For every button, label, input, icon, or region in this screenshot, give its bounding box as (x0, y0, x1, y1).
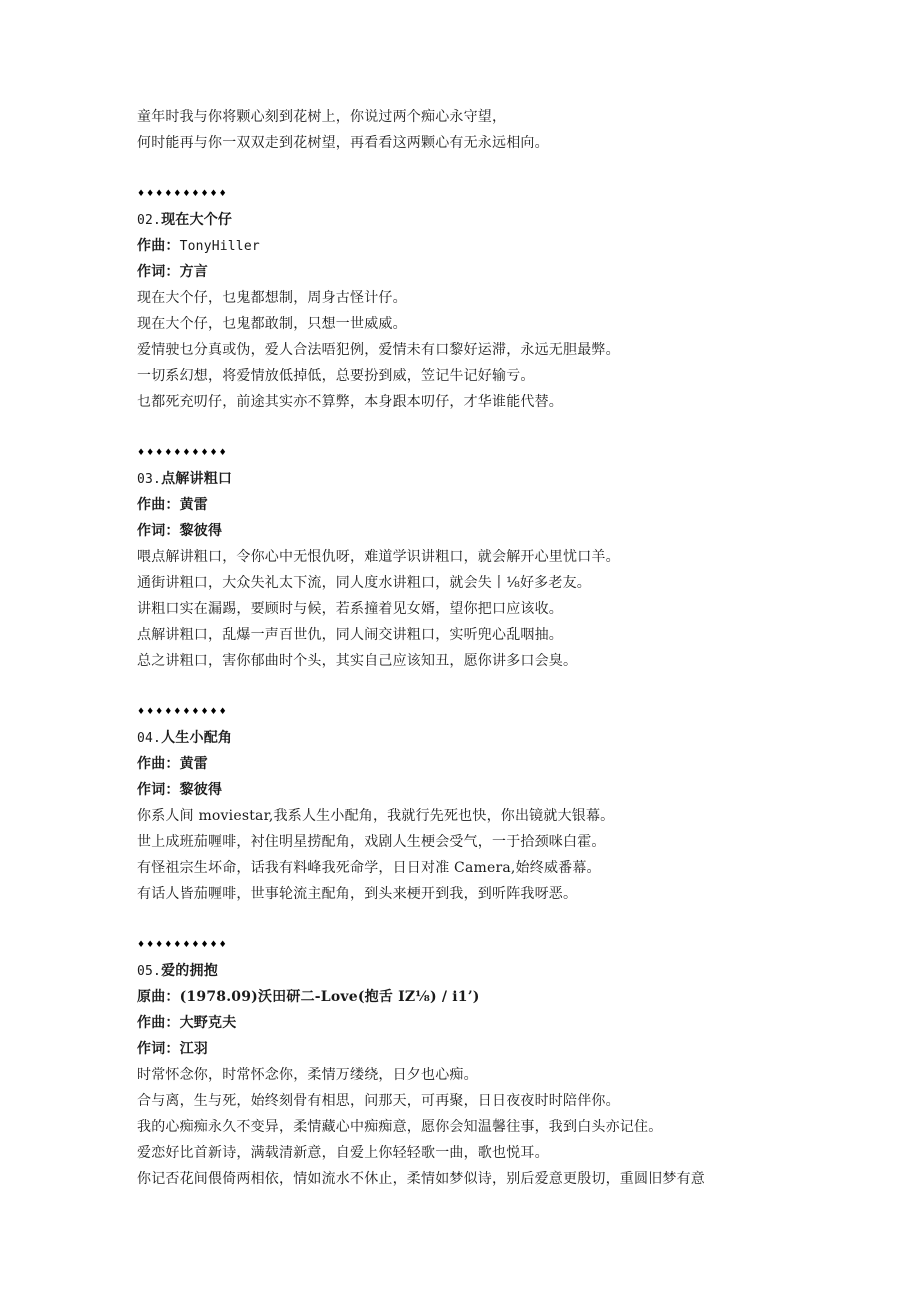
section-divider: ♦♦♦♦♦♦♦♦♦♦ (137, 448, 228, 458)
original-song-line: 原曲：(1978.09)沃田研二-Love(抱舌 IZ⅛) / i1’) (137, 989, 480, 1005)
song-title: 05.爱的拥抱 (137, 963, 218, 979)
lyric-line: 现在大个仔，乜鬼都想制，周身古怪计仔。 (137, 290, 407, 306)
lyric-line: 一切系幻想，将爱情放低掉低，总要扮到威，笠记牛记好输亏。 (137, 368, 535, 384)
lyric-line: 时常怀念你，时常怀念你，柔情万缕绕，日夕也心痴。 (137, 1067, 478, 1083)
lyric-line: 讲粗口实在漏踢，要顾时与候，若系撞着见女婿，望你把口应该收。 (137, 601, 563, 617)
song-title: 02.现在大个仔 (137, 212, 233, 228)
lyric-line: 你系人间 moviestar,我系人生小配角，我就行先死也快，你出镜就大银幕。 (137, 808, 615, 824)
composer-line: 作曲：黄雷 (137, 497, 209, 513)
lyric-line: 点解讲粗口，乱爆一声百世仇，同人闹交讲粗口，实听兜心乱咽抽。 (137, 627, 563, 643)
lyric-line: 爱恋好比首新诗，满载清新意，自爱上你轻轻歌一曲，歌也悦耳。 (137, 1145, 549, 1161)
lyric-line: 世上成班茄喱啡，衬住明星捞配角，戏剧人生梗会受气，一于拾颈咪白霍。 (137, 834, 606, 850)
document-page (137, 104, 817, 1192)
lyricist-line: 作词：江羽 (137, 1041, 209, 1057)
composer-line: 作曲：黄雷 (137, 756, 209, 772)
lyric-line: 喂点解讲粗口，令你心中无恨仇呀，难道学识讲粗口，就会解开心里忧口羊。 (137, 549, 620, 565)
lyric-line: 我的心痴痴永久不变异，柔情藏心中痴痴意，愿你会知温馨往事，我到白头亦记住。 (137, 1119, 663, 1135)
intro-lyrics (137, 104, 817, 156)
section-divider: ♦♦♦♦♦♦♦♦♦♦ (137, 940, 228, 950)
section-divider: ♦♦♦♦♦♦♦♦♦♦ (137, 707, 228, 717)
lyricist-line: 作词：黎彼得 (137, 782, 223, 798)
lyric-line: 有怪祖宗生坏命，话我有料峰我死命学，日日对准 Camera,始终威番幕。 (137, 860, 601, 876)
composer-line: 作曲：TonyHiller (137, 238, 260, 254)
lyric-line: 有话人皆茄喱啡，世事轮流主配角，到头来梗开到我，到听阵我呀恶。 (137, 886, 578, 902)
lyric-line: 现在大个仔，乜鬼都敢制，只想一世威威。 (137, 316, 407, 332)
song-title: 04.人生小配角 (137, 730, 233, 746)
section-divider: ♦♦♦♦♦♦♦♦♦♦ (137, 189, 228, 199)
lyric-line: 乜都死充叨仔，前途其实亦不算弊，本身跟本叨仔，才华谁能代替。 (137, 394, 563, 410)
lyric-line: 通街讲粗口，大众失礼太下流，同人度水讲粗口，就会失丨⅛好多老友。 (137, 575, 591, 591)
lyric-line: 何时能再与你一双双走到花树望，再看看这两颗心有无永远相向。 (137, 135, 549, 151)
lyricist-line: 作词：方言 (137, 264, 209, 280)
lyricist-line: 作词：黎彼得 (137, 523, 223, 539)
lyric-line: 总之讲粗口，害你郁曲时个头，其实自己应该知丑，愿你讲多口会臭。 (137, 653, 578, 669)
lyric-line: 童年时我与你将颗心刻到花树上，你说过两个痴心永守望， (137, 109, 507, 125)
lyric-line: 爱情驶乜分真或伪，爱人合法唔犯例，爱情未有口黎好运滞，永远无胆最弊。 (137, 342, 620, 358)
song-title: 03.点解讲粗口 (137, 471, 233, 487)
lyric-line: 你记否花间偎倚两相依，情如流水不休止，柔情如梦似诗，别后爱意更殷切，重圆旧梦有意 (137, 1171, 705, 1187)
composer-line: 作曲：大野克夫 (137, 1015, 237, 1031)
lyric-line: 合与离，生与死，始终刻骨有相思，问那天，可再聚，日日夜夜时时陪伴你。 (137, 1093, 620, 1109)
